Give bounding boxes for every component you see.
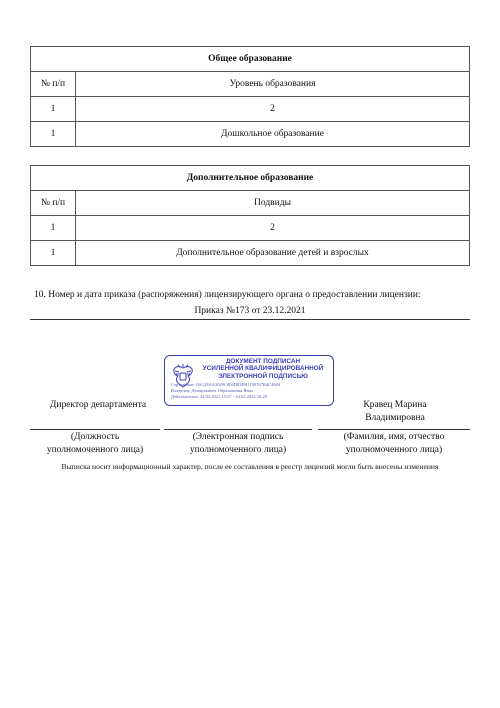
disclaimer-note: Выписка носит информационный характер, после ее составления в реестр лицензий могли быть внесены изменения (61, 462, 439, 471)
table-row (31, 122, 470, 147)
column-header-level: Уровень образования (76, 72, 470, 97)
signature-caption (164, 431, 312, 457)
stamp-owner: Владелец: Департамент Образования Янао (171, 388, 254, 393)
order-value: Приказ №173 от 23.12.2021 (194, 306, 306, 316)
column-index-number: 1 (31, 97, 76, 122)
additional-education-table (30, 165, 470, 266)
caption-line: (Должность (70, 432, 120, 442)
column-index-subtypes: 2 (76, 216, 470, 241)
signer-name (320, 399, 470, 425)
caption-line: уполномоченного лица) (189, 445, 287, 455)
stamp-title-line: ДОКУМЕНТ ПОДПИСАН (225, 358, 301, 365)
column-index-number: 1 (31, 216, 76, 241)
column-index-level: 2 (76, 97, 470, 122)
general-education-table (30, 46, 470, 147)
caption-line: уполномоченного лица) (46, 445, 144, 455)
column-header-number: № п/п (31, 72, 76, 97)
name-line (318, 429, 470, 430)
stamp-certificate: Сертификат: 0A129AA3029C004D82EB1190767B4C4684 (171, 382, 281, 387)
stamp-details (171, 382, 280, 400)
column-header-subtypes: Подвиды (76, 191, 470, 216)
column-header-number: № п/п (31, 191, 76, 216)
signer-name-line: Владимировна (365, 413, 425, 423)
row-value: Дополнительное образование детей и взрослых (76, 241, 470, 266)
position-line (30, 429, 160, 430)
signer-position: Директор департамента (49, 400, 147, 410)
table-row (31, 241, 470, 266)
caption-line: (Электронная подпись (192, 432, 284, 442)
table-title: Общее образование (31, 47, 470, 72)
position-caption (28, 431, 162, 457)
row-number: 1 (31, 241, 76, 266)
stamp-title (195, 358, 331, 380)
caption-line: (Фамилия, имя, отчество (343, 432, 445, 442)
table-title: Дополнительное образование (31, 166, 470, 191)
order-underline (30, 319, 470, 320)
row-number: 1 (31, 122, 76, 147)
signer-name-line: Кравец Марина (363, 400, 427, 410)
caption-line: уполномоченного лица) (345, 445, 443, 455)
row-value: Дошкольное образование (76, 122, 470, 147)
item-10-label: 10. Номер и дата приказа (распоряжения) лицензирующего органа о предоставлении лицензии: (34, 290, 421, 300)
signature-line (164, 429, 312, 430)
electronic-signature-stamp (164, 355, 334, 406)
stamp-validity: Действителен: 24.02.2021 15:57 - 24.02.2022 16:20 (171, 394, 268, 399)
stamp-title-line: ЭЛЕКТРОННОЙ ПОДПИСЬЮ (218, 372, 308, 380)
name-caption (316, 431, 472, 457)
stamp-title-line: УСИЛЕННОЙ КВАЛИФИЦИРОВАННОЙ (202, 365, 324, 373)
